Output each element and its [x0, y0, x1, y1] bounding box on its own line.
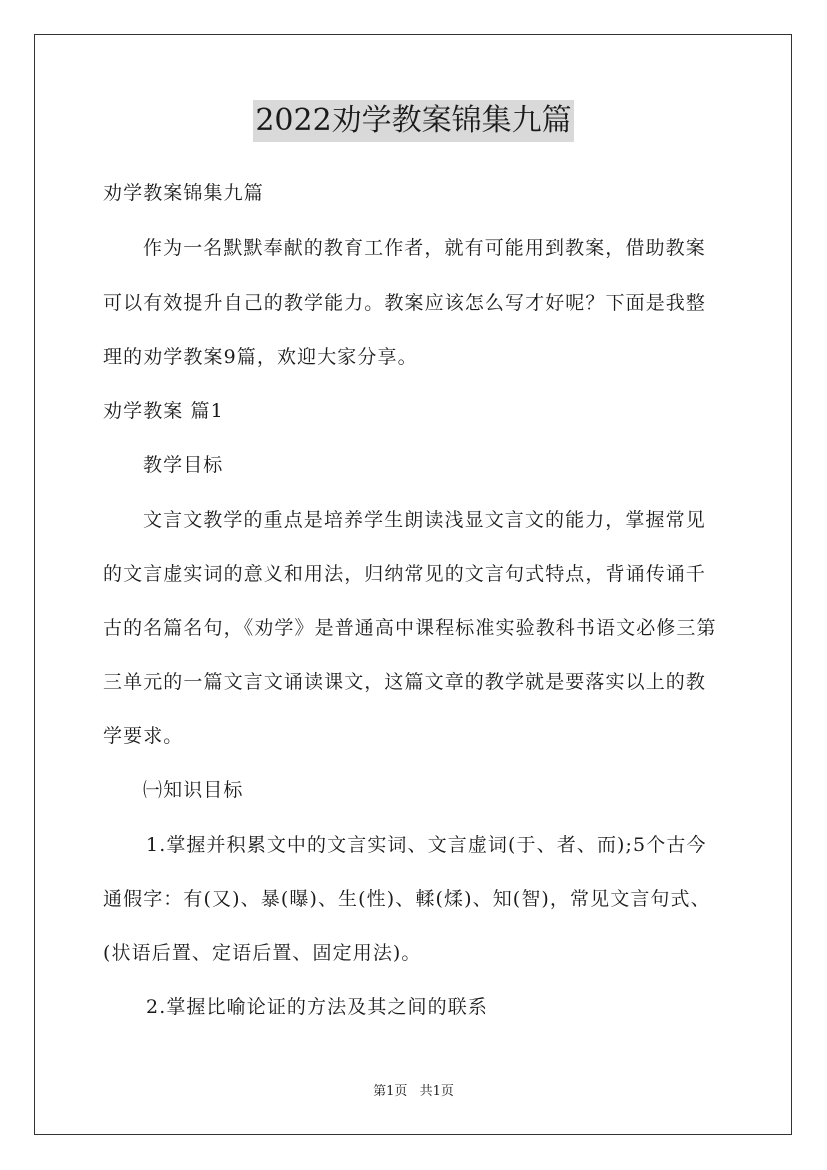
title-container [0, 100, 827, 142]
item-1-line-3: (状语后置、定语后置、固定用法)。 [103, 942, 422, 964]
item-1-line-2: 通假字：有(又)、暴(曝)、生(性)、輮(煣)、知(智)，常见文言句式、 [103, 888, 711, 910]
intro-line-1: 作为一名默默奉献的教育工作者，就有可能用到教案，借助教案 [143, 237, 706, 259]
document-title: 2022劝学教案锦集九篇 [253, 100, 573, 142]
intro-line-2: 可以有效提升自己的教学能力。教案应该怎么写才好呢？下面是我整 [103, 292, 707, 314]
paragraph-line-2: 的文言虚实词的意义和用法，归纳常见的文言句式特点，背诵传诵千 [103, 563, 707, 585]
item-2-line-1: 2.掌握比喻论证的方法及其之间的联系 [146, 996, 488, 1018]
paragraph-line-5: 学要求。 [103, 725, 184, 747]
section-heading: 劝学教案 篇1 [103, 400, 224, 422]
paragraph-line-3: 古的名篇名句，《劝学》是普通高中课程标准实验教科书语文必修三第 [103, 617, 717, 639]
page-footer [0, 1083, 827, 1101]
paragraph-line-1: 文言文教学的重点是培养学生朗读浅显文言文的能力，掌握常见 [143, 509, 706, 531]
page-total: 共1页 [419, 1084, 454, 1099]
page-number: 第1页 [373, 1084, 408, 1099]
paragraph-line-4: 三单元的一篇文言文诵读课文，这篇文章的教学就是要落实以上的教 [103, 671, 707, 693]
knowledge-goal-heading: ㈠知识目标 [143, 779, 244, 801]
intro-line-3: 理的劝学教案9篇，欢迎大家分享。 [103, 346, 418, 368]
item-1-line-1: 1.掌握并积累文中的文言实词、文言虚词(于、者、而);5个古今 [146, 834, 707, 856]
subtitle-line: 劝学教案锦集九篇 [103, 182, 264, 204]
teaching-goal-heading: 教学目标 [143, 454, 224, 476]
